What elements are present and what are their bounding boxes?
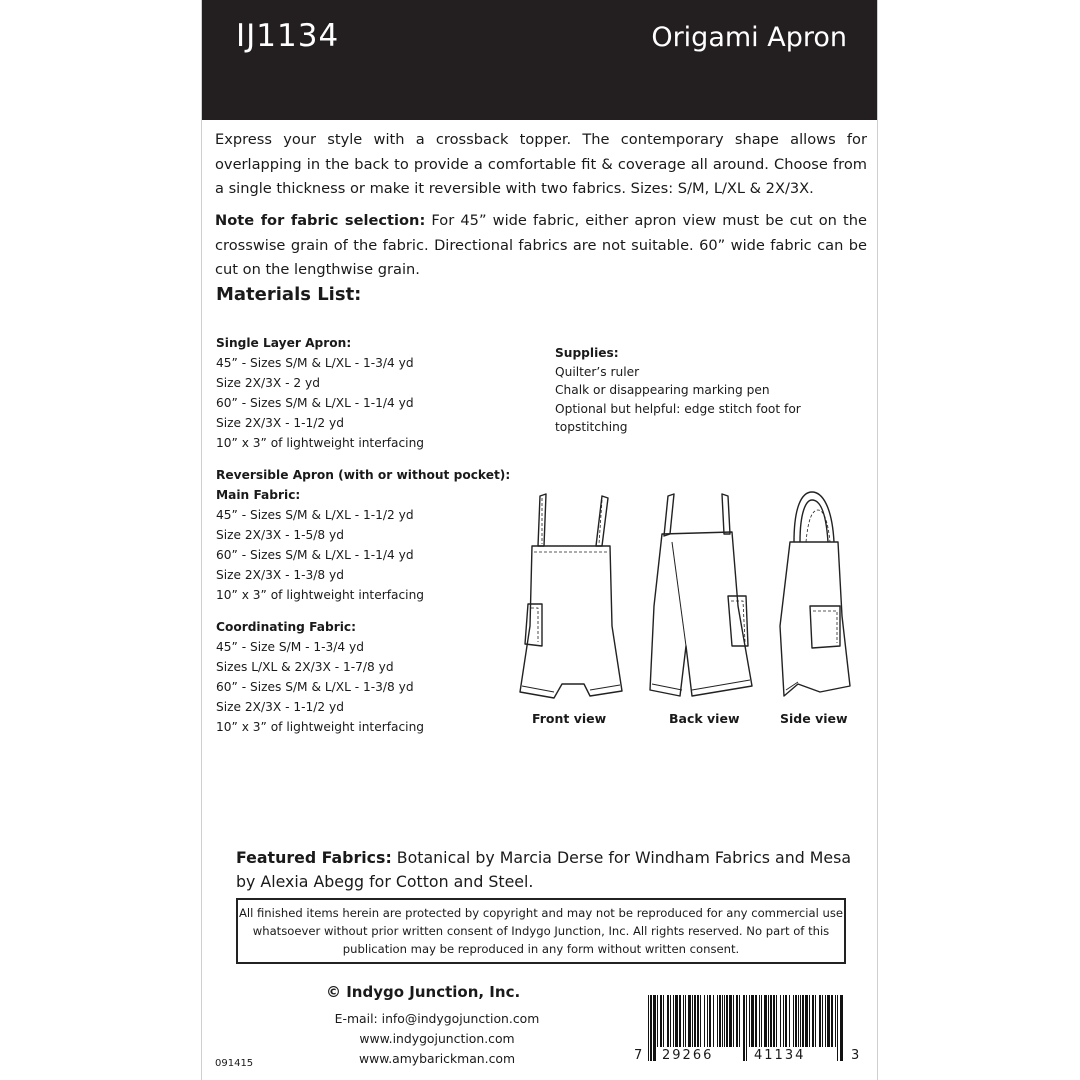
- barcode-bar: [648, 995, 649, 1061]
- barcode-bar: [657, 995, 658, 1047]
- barcode-digits-left: 29266: [662, 1048, 714, 1063]
- barcode-bar: [776, 995, 777, 1047]
- barcode-bar: [717, 995, 718, 1047]
- pattern-back-cover: [201, 0, 878, 1080]
- back-view-caption: Back view: [669, 711, 740, 726]
- contact-info: [322, 1009, 552, 1069]
- supply-line: Quilter’s ruler: [555, 364, 640, 379]
- barcode-bar: [751, 995, 754, 1047]
- barcode-bar: [667, 995, 669, 1047]
- barcode-bar: [660, 995, 662, 1047]
- pattern-title: Origami Apron: [651, 22, 847, 53]
- barcode-bar: [793, 995, 794, 1047]
- barcode-bar: [670, 995, 671, 1047]
- material-line: Size 2X/3X - 2 yd: [216, 376, 320, 390]
- reversible-heading: Reversible Apron (with or without pocket):: [216, 468, 511, 482]
- barcode-bar: [795, 995, 797, 1047]
- barcode-bar: [822, 995, 823, 1047]
- barcode-bar: [798, 995, 799, 1047]
- intro-text: Express your style with a crossback topper. The contemporary shape allows for overlapping in the back to provide a comfortable fit & coverage all around. Choose from a single thickness or make it reversible with two fabrics. Sizes: S/M, L/XL & 2X/3X.: [215, 131, 867, 197]
- material-line: Sizes L/XL & 2X/3X - 1-7/8 yd: [216, 660, 394, 674]
- barcode-bar: [736, 995, 738, 1047]
- front-view-drawing: [520, 494, 622, 698]
- barcode-bar: [685, 995, 686, 1047]
- barcode-bar: [724, 995, 725, 1047]
- single-layer-heading: Single Layer Apron:: [216, 336, 352, 350]
- material-line: Size 2X/3X - 1-5/8 yd: [216, 528, 344, 542]
- barcode-bar: [825, 995, 826, 1047]
- barcode-bar: [688, 995, 691, 1047]
- barcode-bar: [837, 995, 838, 1061]
- company-name: © Indygo Junction, Inc.: [326, 983, 521, 1001]
- barcode-bar: [840, 995, 843, 1061]
- fabric-note: [215, 209, 867, 283]
- material-line: 60” - Sizes S/M & L/XL - 1-1/4 yd: [216, 548, 414, 562]
- supply-line: Optional but helpful: edge stitch foot for topstitching: [555, 401, 801, 434]
- coordinating-heading: Coordinating Fabric:: [216, 620, 356, 634]
- barcode-bar: [719, 995, 721, 1047]
- barcode-bar: [827, 995, 830, 1047]
- barcode-bar: [679, 995, 681, 1047]
- material-line: Size 2X/3X - 1-3/8 yd: [216, 568, 344, 582]
- website-link: www.indygojunction.com: [359, 1031, 515, 1046]
- barcode-bar: [809, 995, 810, 1047]
- barcode-bar: [789, 995, 790, 1047]
- barcode-bar: [697, 995, 699, 1047]
- barcode-bar: [743, 995, 745, 1061]
- barcode-bar: [805, 995, 808, 1047]
- barcode-bar: [783, 995, 784, 1047]
- barcode-bar: [704, 995, 705, 1047]
- barcode-bar: [675, 995, 678, 1047]
- barcode-bar: [673, 995, 674, 1047]
- barcode-bar: [733, 995, 734, 1047]
- barcode-bar: [773, 995, 775, 1047]
- materials-column: [216, 333, 510, 737]
- barcode-bar: [764, 995, 767, 1047]
- barcode-bar: [835, 995, 836, 1047]
- barcode-bar: [663, 995, 664, 1047]
- side-view-drawing: [780, 492, 850, 696]
- barcode-bar: [713, 995, 714, 1047]
- barcode-bar: [759, 995, 760, 1047]
- barcode-bar: [683, 995, 684, 1047]
- date-code: 091415: [215, 1058, 254, 1069]
- fabric-note-text: For 45” wide fabric, either apron view must be cut on the crosswise grain of the fabric. Directional fabrics are not suitable. 60” wide fabric can be cut on the lengthwise grain.: [215, 212, 867, 278]
- barcode-bar: [749, 995, 750, 1047]
- material-line: 60” - Sizes S/M & L/XL - 1-3/8 yd: [216, 680, 414, 694]
- website-link: www.amybarickman.com: [358, 1051, 516, 1066]
- material-line: 10” x 3” of lightweight interfacing: [216, 588, 425, 602]
- barcode-bar: [831, 995, 833, 1047]
- barcode-bar: [746, 995, 747, 1061]
- material-line: 45” - Size S/M - 1-3/4 yd: [216, 640, 364, 654]
- barcode-bar: [692, 995, 693, 1047]
- material-line: 45” - Sizes S/M & L/XL - 1-3/4 yd: [216, 356, 414, 370]
- featured-fabrics-label: Featured Fabrics:: [236, 848, 392, 867]
- barcode-bar: [729, 995, 732, 1047]
- material-line: Size 2X/3X - 1-1/2 yd: [216, 700, 344, 714]
- barcode-digit-check: 3: [851, 1048, 860, 1063]
- barcode-bar: [739, 995, 740, 1047]
- fabric-note-label: Note for fabric selection:: [215, 212, 426, 229]
- featured-fabrics: [236, 846, 856, 894]
- material-line: 60” - Sizes S/M & L/XL - 1-1/4 yd: [216, 396, 414, 410]
- featured-fabrics-text: Botanical by Marcia Derse for Windham Fabrics and Mesa by Alexia Abegg for Cotton and Steel.: [236, 848, 852, 891]
- barcode-bar: [812, 995, 814, 1047]
- barcode-bar: [802, 995, 804, 1047]
- barcode-bar: [707, 995, 708, 1047]
- barcode-bar: [722, 995, 723, 1047]
- material-line: Size 2X/3X - 1-1/2 yd: [216, 416, 344, 430]
- material-line: 10” x 3” of lightweight interfacing: [216, 720, 425, 734]
- barcode-bar: [761, 995, 762, 1047]
- barcode-bar: [770, 995, 772, 1047]
- material-line: 45” - Sizes S/M & L/XL - 1-1/2 yd: [216, 508, 414, 522]
- material-line: 10” x 3” of lightweight interfacing: [216, 436, 425, 450]
- barcode-bar: [694, 995, 696, 1047]
- supplies-heading: Supplies:: [555, 346, 619, 360]
- front-view-caption: Front view: [532, 711, 607, 726]
- barcode-bar: [800, 995, 801, 1047]
- supplies-list: [555, 344, 815, 437]
- barcode-bar: [726, 995, 728, 1047]
- barcode-bar: [785, 995, 787, 1047]
- barcode-bar: [700, 995, 701, 1047]
- pattern-code: IJ1134: [236, 18, 340, 54]
- main-fabric-heading: Main Fabric:: [216, 488, 301, 502]
- barcode-bar: [653, 995, 656, 1061]
- barcode-bar: [755, 995, 757, 1047]
- barcode-digit-first: 7: [634, 1048, 643, 1063]
- barcode-bar: [709, 995, 711, 1047]
- side-view-caption: Side view: [780, 711, 848, 726]
- email-text: E-mail: info@indygojunction.com: [334, 1011, 540, 1026]
- barcode-digits-right: 41134: [754, 1048, 806, 1063]
- header-bar: [202, 0, 877, 120]
- copyright-notice: All finished items herein are protected by copyright and may not be reproduced for any commercial use whatsoever without prior written consent of Indygo Junction, Inc. All rights reserved. No part of this publication may be reproduced in any form without written consent.: [236, 898, 846, 964]
- barcode-bar: [768, 995, 769, 1047]
- apron-illustrations: [502, 486, 862, 736]
- materials-heading: Materials List:: [216, 284, 362, 305]
- barcode-bar: [650, 995, 652, 1061]
- supply-line: Chalk or disappearing marking pen: [555, 383, 770, 397]
- barcode-bar: [780, 995, 781, 1047]
- barcode-bar: [815, 995, 816, 1047]
- back-view-drawing: [650, 494, 752, 696]
- barcode-bar: [819, 995, 821, 1047]
